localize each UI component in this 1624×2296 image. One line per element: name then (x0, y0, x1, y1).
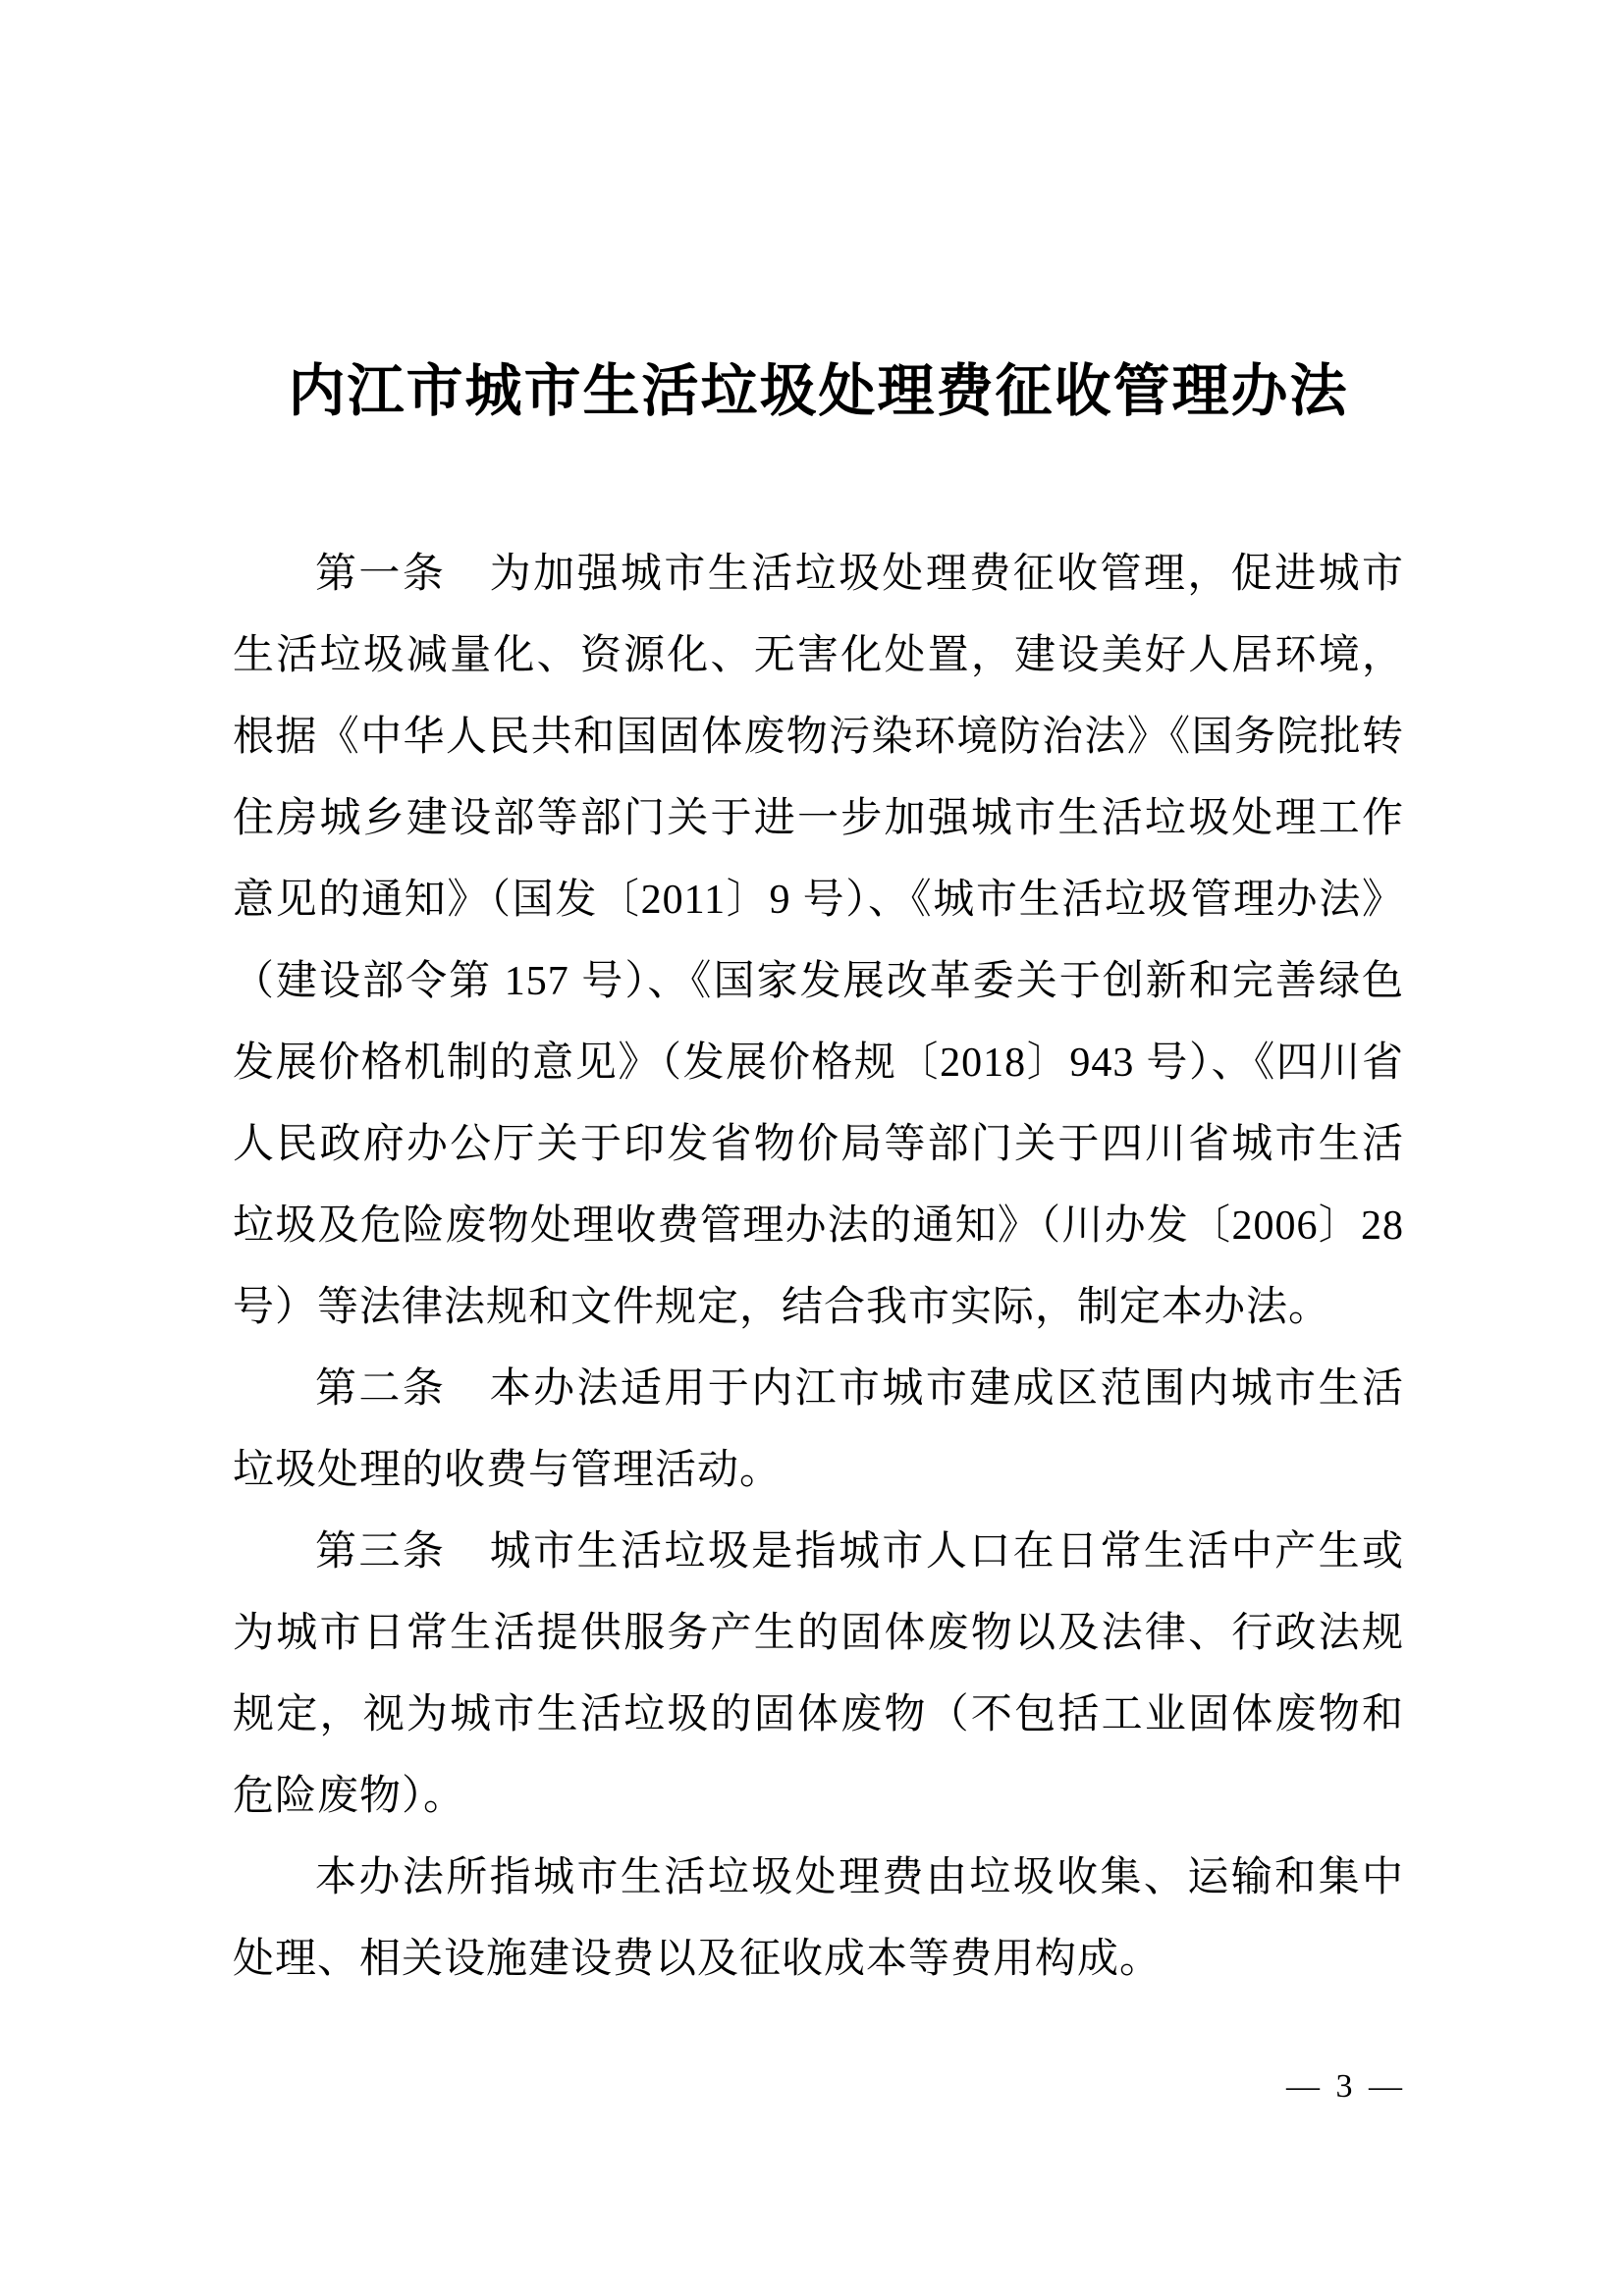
paragraph-article-3: 第三条 城市生活垃圾是指城市人口在日常生活中产生或为城市日常生活提供服务产生的固体废物以及法律、行政法规规定，视为城市生活垃圾的固体废物（不包括工业固体废物和危险废物）。 (233, 1529, 1404, 1819)
page-number: — 3 — (1286, 2068, 1406, 2105)
paragraph-article-1: 第一条 为加强城市生活垃圾处理费征收管理，促进城市生活垃圾减量化、资源化、无害化处置，建设美好人居环境，根据《中华人民共和国固体废物污染环境防治法》《国务院批转住房城乡建设部等部门关于进一步加强城市生活垃圾处理工作意见的通知》（国发〔2011〕9 号）、《城市生活垃圾管理办法》（建设部令第 157 号）、《国家发展改革委关于创新和完善绿色发展价格机制的意见》（发展价格规〔2018〕943 号）、《四川省人民政府办公厅关于印发省物价局等部门关于四川省城市生活垃圾及危险废物处理收费管理办法的通知》（川办发〔2006〕28 号）等法律法规和文件规定，结合我市实际，制定本办法。 (233, 552, 1404, 1330)
document-title: 内江市城市生活垃圾处理费征收管理办法 (288, 359, 1349, 423)
paragraph-article-2: 第二条 本办法适用于内江市城市建成区范围内城市生活垃圾处理的收费与管理活动。 (233, 1366, 1404, 1493)
document-body (233, 534, 1404, 2001)
paragraph-article-3-continued: 本办法所指城市生活垃圾处理费由垃圾收集、运输和集中处理、相关设施建设费以及征收成本等费用构成。 (233, 1855, 1404, 1982)
